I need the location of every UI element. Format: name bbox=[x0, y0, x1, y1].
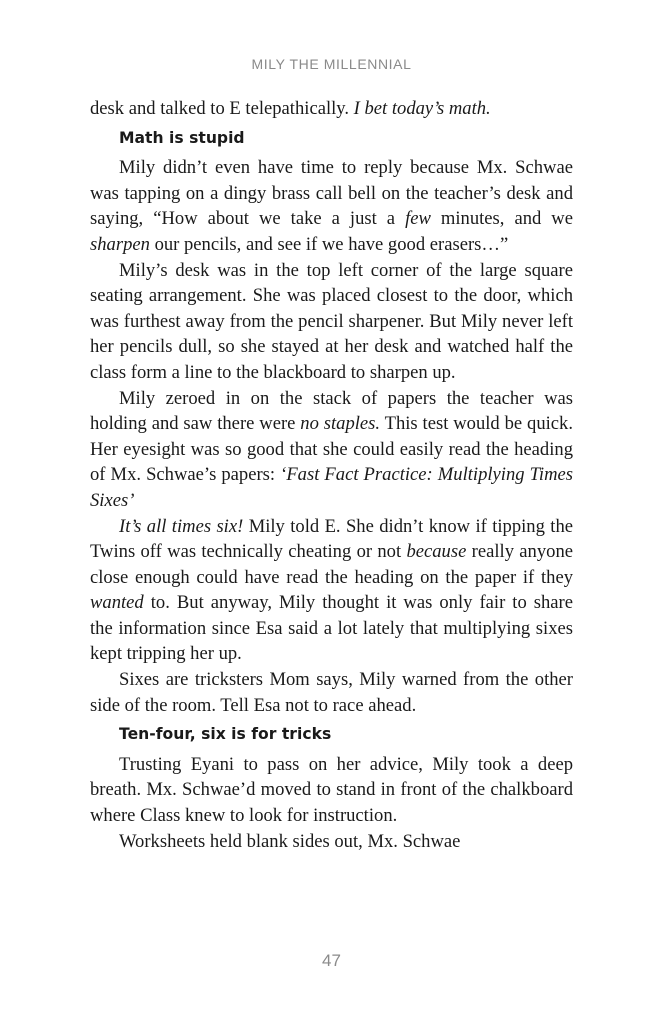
paragraph-8: Worksheets held blank sides out, Mx. Schwae bbox=[119, 830, 461, 852]
body-text bbox=[90, 96, 573, 854]
paragraph-6: Sixes are tricksters Mom says, Mily warned from the other side of the room. Tell Esa not to race ahead. bbox=[90, 669, 573, 716]
paragraph-7: Trusting Eyani to pass on her advice, Mily took a deep breath. Mx. Schwae’d moved to stand in front of the chalkboard where Class knew to look for instruction. bbox=[90, 753, 573, 827]
handwritten-note-2: Ten-four, six is for tricks bbox=[119, 725, 332, 744]
running-head: MILY THE MILLENNIAL bbox=[251, 56, 412, 72]
paragraph-1: desk and talked to E telepathically. I bet today’s math. bbox=[90, 98, 491, 119]
handwritten-note-1: Math is stupid bbox=[119, 128, 245, 147]
paragraph-5: It’s all times six! Mily told E. She didn’t know if tipping the Twins off was technically cheating or not because really anyone close enough could have read the heading on the paper if they wanted to. But anyway, Mily thought it was only fair to share the information since Esa said a lot lately that multiplying sixes kept tripping her up. bbox=[90, 515, 573, 665]
page-number: 47 bbox=[322, 951, 341, 970]
paragraph-2: Mily didn’t even have time to reply because Mx. Schwae was tapping on a dingy brass call bell on the teacher’s desk and saying, “How about we take a just a few minutes, and we sharpen our pencils, and see if we have good erasers…” bbox=[90, 157, 573, 255]
paragraph-3: Mily’s desk was in the top left corner of the large square seating arrangement. She was placed closest to the door, which was furthest away from the pencil sharpener. But Mily never left her pencils dull, so she stayed at her desk and watched half the class form a line to the blackboard to sharpen up. bbox=[90, 259, 573, 383]
paragraph-4: Mily zeroed in on the stack of papers the teacher was holding and saw there were no staples. This test would be quick. Her eyesight was so good that she could easily read the heading of Mx. Schwae’s papers: ‘Fast Fact Practice: Multiplying Times Sixes’ bbox=[90, 387, 574, 511]
